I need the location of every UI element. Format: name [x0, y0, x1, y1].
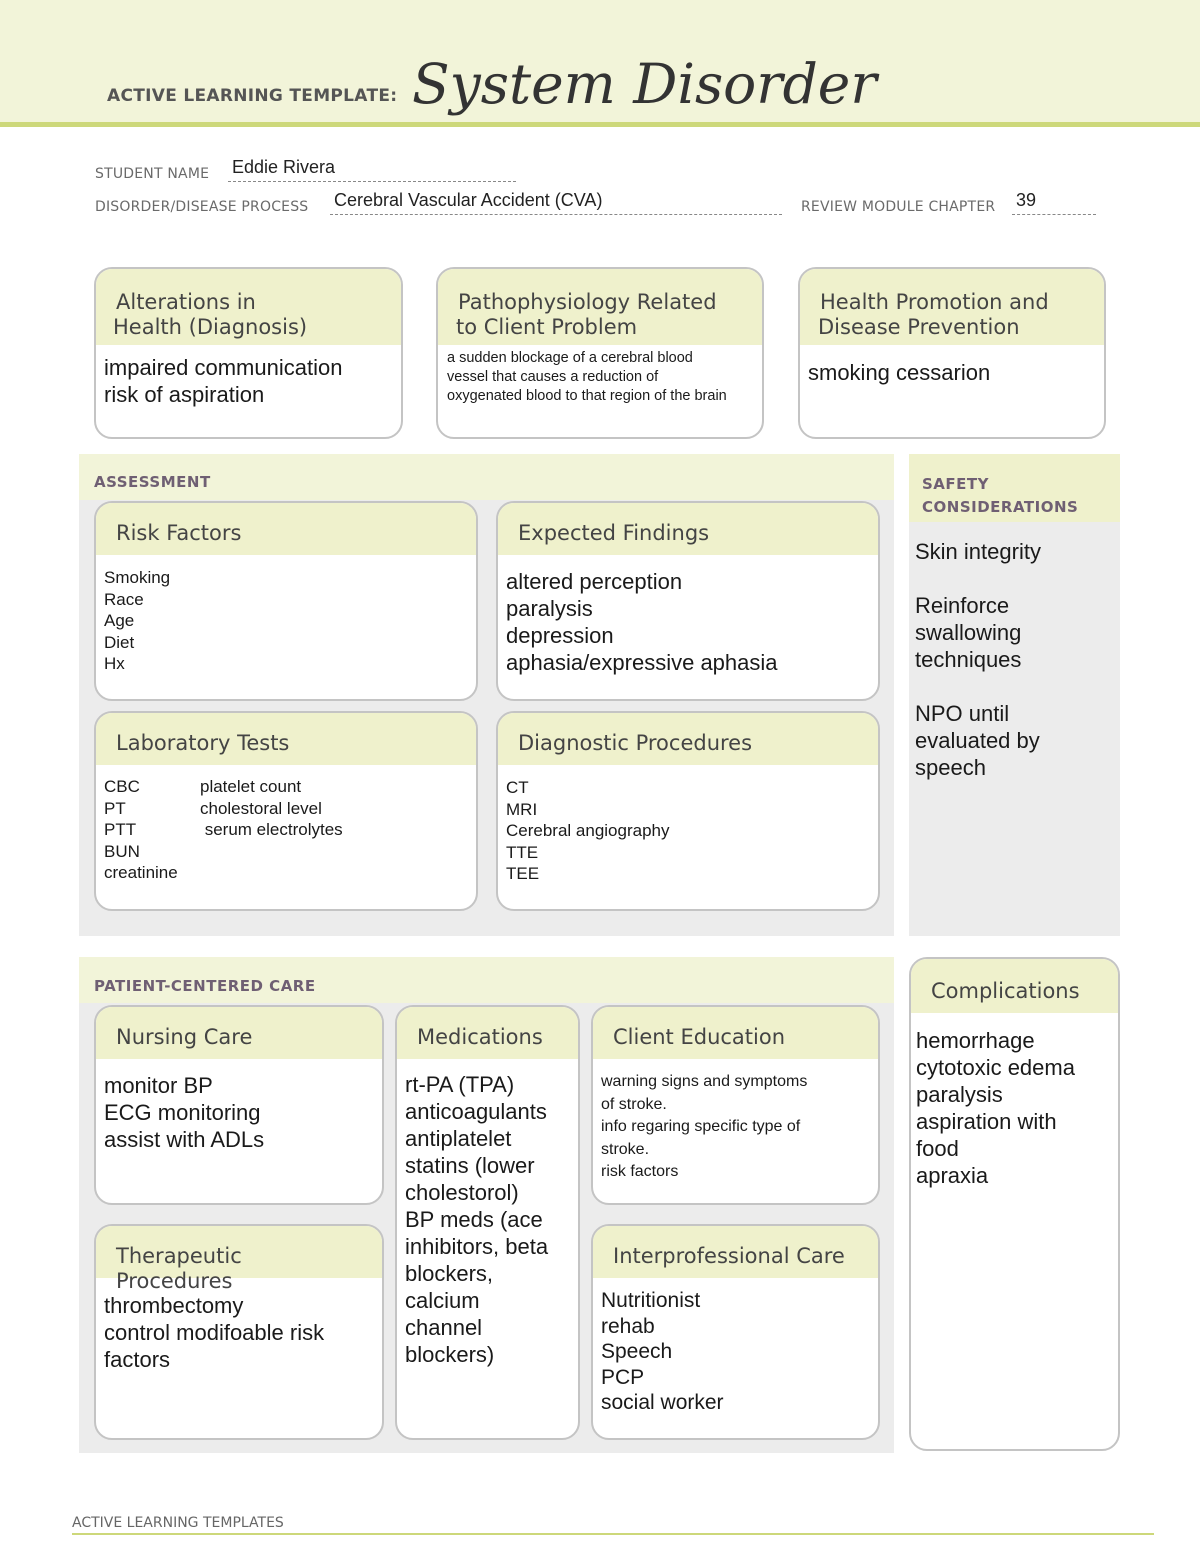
complications-title: Complications: [911, 959, 1118, 1013]
laboratory-tests-box: [94, 711, 478, 911]
health-promotion-content[interactable]: smoking cessarion: [808, 360, 991, 385]
client-education-box: [591, 1005, 880, 1205]
risk-factors-box: [94, 501, 478, 701]
risk-factors-content[interactable]: Smoking Race Age Diet Hx: [104, 568, 171, 673]
diagnostic-procedures-box: [496, 711, 880, 911]
chapter-field[interactable]: [1012, 190, 1096, 215]
expected-findings-title: Expected Findings: [498, 503, 878, 555]
alterations-title: Alterations in Health (Diagnosis): [96, 269, 401, 345]
student-name-value: Eddie Rivera: [232, 157, 336, 177]
pathophysiology-content[interactable]: a sudden blockage of a cerebral blood vessel that causes a reduction of oxygenated blood to that region of the brain: [447, 350, 727, 404]
interprofessional-care-box: [591, 1224, 880, 1440]
alterations-content[interactable]: impaired communication risk of aspiration: [104, 355, 343, 407]
laboratory-tests-content[interactable]: CBC PT PTT BUN creatinine platelet count cholestoral level serum electrolytes: [104, 777, 343, 882]
therapeutic-procedures-box: [94, 1224, 384, 1440]
nursing-care-title: Nursing Care: [96, 1007, 382, 1059]
expected-findings-box: [496, 501, 880, 701]
complications-content[interactable]: hemorrhage cytotoxic edema paralysis aspiration with food apraxia: [916, 1028, 1075, 1188]
disorder-value: Cerebral Vascular Accident (CVA): [334, 190, 603, 210]
complications-box: [909, 957, 1120, 1451]
safety-label: SAFETY CONSIDERATIONS: [922, 475, 1079, 516]
disorder-field[interactable]: [330, 190, 782, 215]
medications-title: Medications: [397, 1007, 578, 1059]
health-promotion-title: Health Promotion and Disease Prevention: [800, 269, 1104, 345]
disorder-label: DISORDER/DISEASE PROCESS: [95, 199, 309, 215]
nursing-care-content[interactable]: monitor BP ECG monitoring assist with ADLs: [104, 1073, 265, 1152]
interprofessional-care-title: Interprofessional Care: [593, 1226, 878, 1278]
template-label: ACTIVE LEARNING TEMPLATE:: [107, 86, 398, 106]
patient-care-label: PATIENT-CENTERED CARE: [94, 977, 316, 995]
interprofessional-care-content[interactable]: Nutritionist rehab Speech PCP social worker: [601, 1289, 724, 1414]
therapeutic-procedures-title: Therapeutic Procedures: [96, 1226, 382, 1278]
client-education-title: Client Education: [593, 1007, 878, 1059]
safety-content[interactable]: Skin integrity Reinforce swallowing techniques NPO until evaluated by speech: [915, 539, 1041, 780]
laboratory-tests-title: Laboratory Tests: [96, 713, 476, 765]
assessment-label: ASSESSMENT: [94, 473, 211, 491]
pathophysiology-box: [436, 267, 764, 439]
footer-divider: [72, 1533, 1154, 1535]
medications-box: [395, 1005, 580, 1440]
risk-factors-title: Risk Factors: [96, 503, 476, 555]
alterations-box: [94, 267, 403, 439]
chapter-label: REVIEW MODULE CHAPTER: [801, 199, 996, 215]
diagnostic-procedures-title: Diagnostic Procedures: [498, 713, 878, 765]
student-name-label: STUDENT NAME: [95, 166, 210, 182]
page-title: System Disorder: [412, 52, 877, 116]
diagnostic-procedures-content[interactable]: CT MRI Cerebral angiography TTE TEE: [506, 778, 670, 883]
chapter-value: 39: [1016, 190, 1037, 210]
therapeutic-procedures-content[interactable]: thrombectomy control modifoable risk factors: [104, 1293, 325, 1372]
client-education-content[interactable]: warning signs and symptoms of stroke. info regaring specific type of stroke. risk factors: [601, 1073, 808, 1180]
student-name-field[interactable]: [228, 157, 516, 182]
footer-text: ACTIVE LEARNING TEMPLATES: [72, 1515, 284, 1531]
pathophysiology-title: Pathophysiology Related to Client Problem: [438, 269, 762, 345]
expected-findings-content[interactable]: altered perception paralysis depression aphasia/expressive aphasia: [506, 569, 778, 675]
medications-content[interactable]: rt-PA (TPA) anticoagulants antiplatelet statins (lower cholestorol) BP meds (ace inhibitors, beta blockers, calcium channel blockers): [405, 1072, 549, 1367]
header-divider: [0, 122, 1200, 127]
nursing-care-box: [94, 1005, 384, 1205]
health-promotion-box: [798, 267, 1106, 439]
